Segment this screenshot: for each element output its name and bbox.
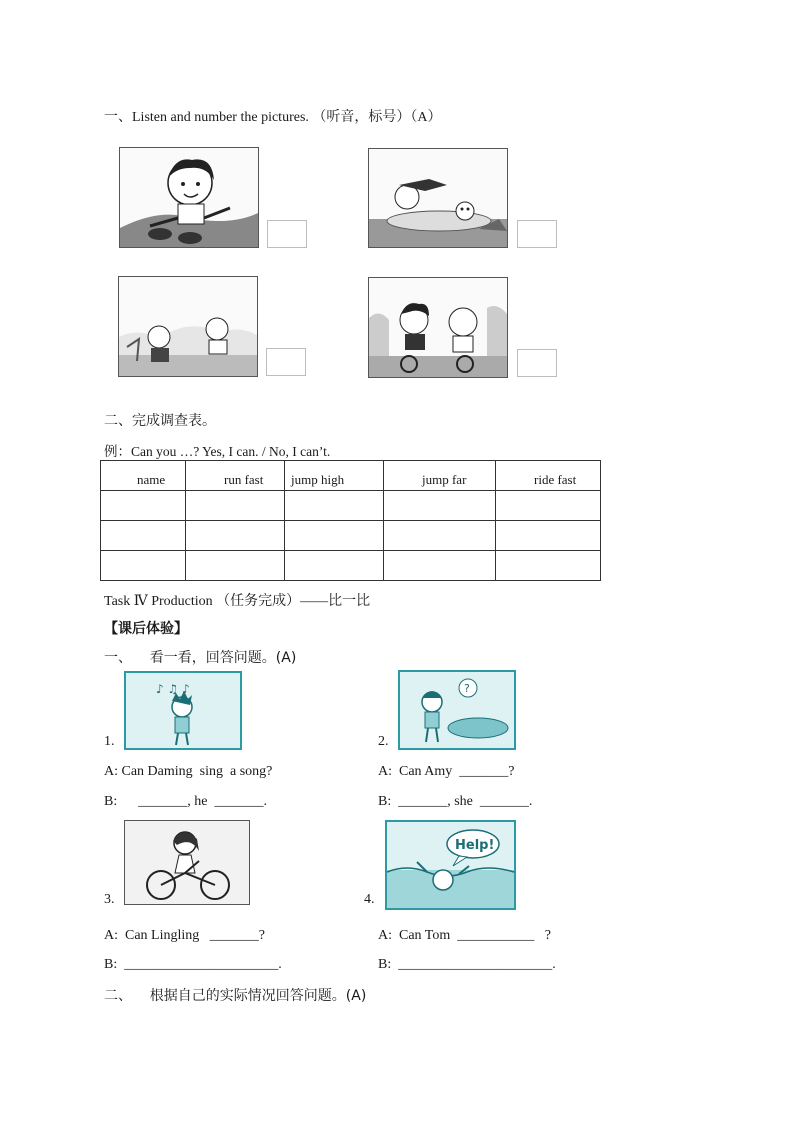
section1-title: 一、Listen and number the pictures. （听音，标号）（A）	[104, 110, 442, 125]
header-jump-far: jump far	[422, 472, 467, 487]
answer-box-4[interactable]	[517, 349, 557, 377]
listen-picture-3	[118, 276, 258, 377]
header-jump-high: jump high	[291, 472, 345, 487]
table-cell[interactable]	[285, 491, 384, 521]
svg-text:♪ ♫ ♪: ♪ ♫ ♪	[156, 682, 190, 696]
item1-picture	[124, 671, 242, 750]
item2-picture	[398, 670, 516, 750]
part2-title: 二、 根据自己的实际情况回答问题。(A)	[104, 988, 367, 1004]
item4-answer: B: ______________________.	[378, 957, 556, 972]
item4-number: 4.	[364, 892, 375, 907]
table-cell[interactable]	[186, 491, 285, 521]
svg-text:?: ?	[464, 682, 470, 695]
table-cell[interactable]	[496, 491, 601, 521]
table-cell[interactable]	[285, 551, 384, 581]
girl-riding-bike-illustration	[125, 821, 249, 904]
part1-title: 一、 看一看，回答问题。(A)	[104, 650, 297, 666]
item2-answer: B: _______, she _______.	[378, 794, 533, 809]
help-text: Help!	[455, 838, 495, 853]
pond-characters-illustration	[369, 149, 507, 247]
survey-table	[100, 460, 601, 581]
item3-answer: B: ______________________.	[104, 957, 282, 972]
header-name: name	[137, 472, 166, 487]
item2-question: A: Can Amy _______?	[378, 764, 515, 779]
table-cell[interactable]	[101, 491, 186, 521]
answer-box-1[interactable]	[267, 220, 307, 248]
item1-answer: B: _______, he _______.	[104, 794, 267, 809]
header-ride-fast: ride fast	[534, 472, 577, 487]
boy-in-water-illustration	[387, 822, 514, 908]
two-boys-running-illustration	[119, 277, 257, 376]
task-line: Task Ⅳ Production （任务完成）——比一比	[104, 594, 371, 609]
table-cell[interactable]	[101, 551, 186, 581]
table-row	[101, 491, 601, 521]
item3-question: A: Can Lingling _______?	[104, 928, 265, 943]
two-boys-bikes-illustration	[369, 278, 507, 377]
answer-box-2[interactable]	[517, 220, 557, 248]
item4-question: A: Can Tom ___________ ?	[378, 928, 551, 943]
girl-by-puddle-illustration	[400, 672, 514, 748]
item1-question: A: Can Daming sing a song?	[104, 764, 273, 779]
item4-picture	[385, 820, 516, 910]
table-row	[101, 551, 601, 581]
table-cell[interactable]	[384, 491, 496, 521]
item3-picture	[124, 820, 250, 905]
table-row	[101, 521, 601, 551]
table-cell[interactable]	[101, 521, 186, 551]
header-run-fast: run fast	[224, 472, 264, 487]
section2-title: 二、完成调查表。	[104, 413, 216, 429]
table-cell[interactable]	[285, 521, 384, 551]
section2-example: 例：Can you …? Yes, I can. / No, I can’t.	[104, 444, 331, 459]
table-cell[interactable]	[384, 521, 496, 551]
survey-header-row	[101, 461, 601, 491]
girl-running-illustration	[120, 148, 258, 247]
table-cell[interactable]	[186, 551, 285, 581]
table-cell[interactable]	[496, 551, 601, 581]
answer-box-3[interactable]	[266, 348, 306, 376]
item2-number: 2.	[378, 734, 389, 749]
boy-singing-illustration	[126, 673, 240, 748]
table-cell[interactable]	[496, 521, 601, 551]
listen-picture-1	[119, 147, 259, 248]
table-cell[interactable]	[384, 551, 496, 581]
listen-picture-2	[368, 148, 508, 248]
after-class-heading: 【课后体验】	[104, 621, 188, 637]
item1-number: 1.	[104, 734, 115, 749]
listen-picture-4	[368, 277, 508, 378]
table-cell[interactable]	[186, 521, 285, 551]
item3-number: 3.	[104, 892, 115, 907]
